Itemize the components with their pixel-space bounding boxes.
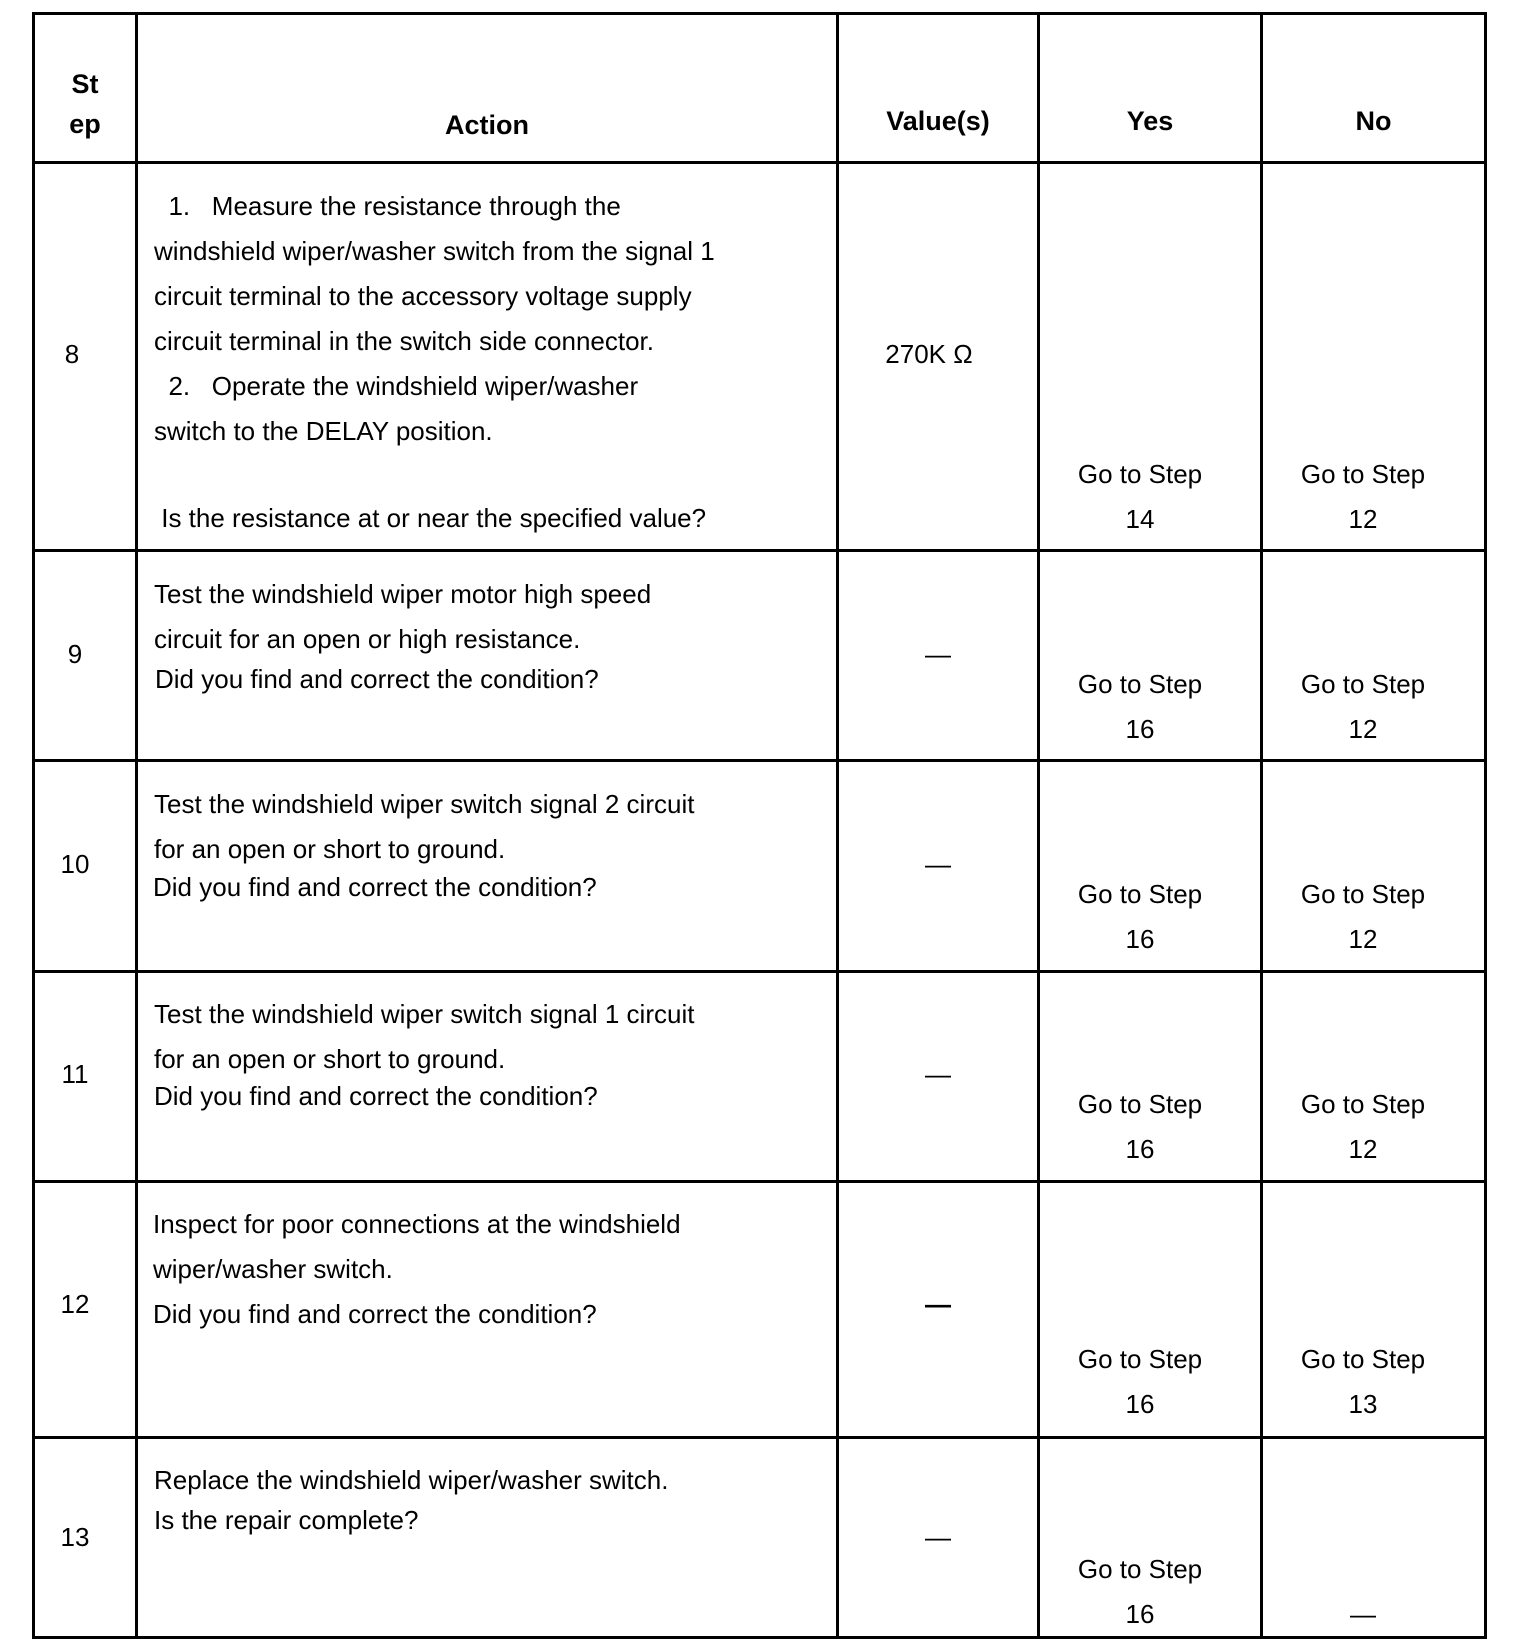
row-divider: [32, 759, 1487, 762]
diagnostic-table: [32, 12, 1487, 1639]
action-question: Did you find and correct the condition?: [155, 664, 599, 694]
action-line: Inspect for poor connections at the windshield: [153, 1209, 681, 1239]
no-cell: Go to Step 12: [1300, 1089, 1426, 1164]
table-border-right: [1484, 12, 1487, 1639]
row-divider: [32, 161, 1487, 164]
header-action: Action: [445, 110, 529, 140]
action-line: for an open or short to ground.: [154, 1044, 506, 1074]
action-line: Test the windshield wiper switch signal 2 circuit: [154, 789, 695, 819]
action-line: Replace the windshield wiper/washer switch.: [154, 1465, 669, 1495]
table-border-bottom: [32, 1636, 1487, 1639]
action-line: 1. Measure the resistance through the: [154, 191, 621, 221]
no-cell: Go to Step 12: [1300, 459, 1426, 534]
action-question: Did you find and correct the condition?: [153, 872, 597, 902]
step-number: 9: [67, 639, 83, 669]
table-border-top: [32, 12, 1487, 15]
value-cell: —: [925, 849, 951, 879]
action-line: wiper/washer switch.: [153, 1254, 393, 1284]
value-cell: —: [925, 1522, 951, 1552]
row-divider: [32, 970, 1487, 973]
column-divider: [836, 12, 839, 1639]
step-number: 10: [60, 849, 90, 879]
step-number: 13: [60, 1522, 90, 1552]
action-line: circuit terminal to the accessory voltage supply: [154, 281, 692, 311]
action-line: Test the windshield wiper switch signal 1 circuit: [154, 999, 695, 1029]
action-line: windshield wiper/washer switch from the signal 1: [154, 236, 715, 266]
header-step: St ep: [69, 69, 101, 139]
value-cell: —: [925, 1289, 951, 1319]
action-question: Is the repair complete?: [154, 1505, 419, 1535]
table-border-left: [32, 12, 35, 1639]
yes-cell: Go to Step 16: [1077, 879, 1203, 954]
action-line: Test the windshield wiper motor high speed: [154, 579, 652, 609]
yes-cell: Go to Step 16: [1077, 669, 1203, 744]
step-number: 11: [61, 1059, 89, 1089]
yes-cell: Go to Step 16: [1077, 1554, 1203, 1629]
column-divider: [135, 12, 138, 1639]
step-number: 8: [64, 339, 80, 369]
action-line: switch to the DELAY position.: [154, 416, 493, 446]
no-cell: Go to Step 12: [1300, 879, 1426, 954]
no-cell: Go to Step 13: [1300, 1344, 1426, 1419]
row-divider: [32, 549, 1487, 552]
header-no: No: [1355, 106, 1392, 136]
header-values: Value(s): [886, 106, 990, 136]
yes-cell: Go to Step 16: [1077, 1089, 1203, 1164]
action-question: Did you find and correct the condition?: [154, 1081, 598, 1111]
action-line: for an open or short to ground.: [154, 834, 506, 864]
value-cell: —: [925, 639, 951, 669]
row-divider: [32, 1180, 1487, 1183]
no-cell: Go to Step 12: [1300, 669, 1426, 744]
yes-cell: Go to Step 16: [1077, 1344, 1203, 1419]
step-number: 12: [60, 1289, 90, 1319]
action-question: Is the resistance at or near the specified value?: [154, 503, 707, 533]
value-cell: 270K Ω: [885, 339, 973, 369]
header-yes: Yes: [1126, 106, 1174, 136]
value-cell: —: [925, 1059, 951, 1089]
yes-cell: Go to Step 14: [1077, 459, 1203, 534]
action-question: Did you find and correct the condition?: [153, 1299, 597, 1329]
no-cell: —: [1350, 1599, 1376, 1629]
action-line: circuit terminal in the switch side connector.: [154, 326, 654, 356]
action-line: 2. Operate the windshield wiper/washer: [154, 371, 639, 401]
action-line: circuit for an open or high resistance.: [154, 624, 581, 654]
row-divider: [32, 1436, 1487, 1439]
